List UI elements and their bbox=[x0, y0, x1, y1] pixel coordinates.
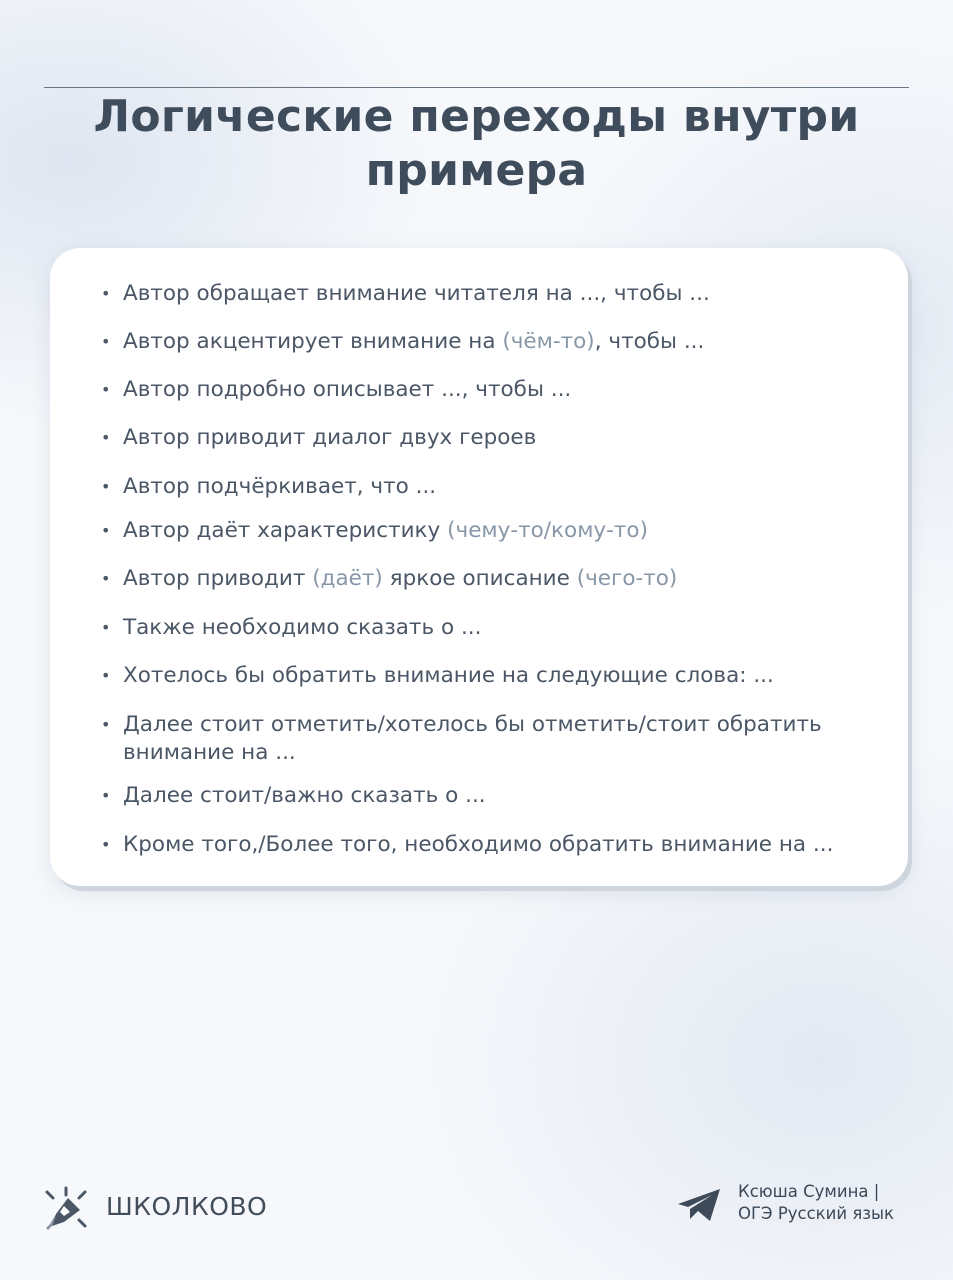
list-item bbox=[101, 376, 893, 404]
bullet-icon: • bbox=[101, 569, 111, 588]
hint-text: (даёт) bbox=[312, 566, 383, 591]
phrase-text: Автор подчёркивает, что ... bbox=[123, 474, 437, 499]
bullet-icon: • bbox=[101, 835, 111, 854]
brand-name: ШКОЛКОВО bbox=[106, 1192, 268, 1221]
phrases-card bbox=[50, 248, 908, 886]
phrase-text: Автор даёт характеристику bbox=[123, 518, 448, 543]
phrase-text: Также необходимо сказать о ... bbox=[123, 615, 482, 640]
telegram-icon bbox=[676, 1187, 722, 1223]
top-divider bbox=[44, 87, 909, 88]
list-item bbox=[101, 565, 893, 593]
phrase-text: Автор обращает внимание читателя на ..., чтобы ... bbox=[123, 281, 710, 306]
bullet-icon: • bbox=[101, 477, 111, 496]
list-item bbox=[101, 614, 893, 642]
page-title: Логические переходы внутри примера bbox=[93, 91, 860, 196]
course-name: ОГЭ Русский язык bbox=[738, 1204, 895, 1223]
phrase-text: Автор подробно описывает ..., чтобы ... bbox=[123, 377, 572, 402]
list-item bbox=[101, 424, 893, 452]
author-block bbox=[738, 1181, 938, 1225]
phrase-text: Хотелось бы обратить внимание на следующие слова: ... bbox=[123, 663, 774, 688]
list-item bbox=[101, 782, 893, 810]
bullet-icon: • bbox=[101, 786, 111, 805]
phrase-text: Автор приводит bbox=[123, 566, 313, 591]
phrase-text: Далее стоит отметить/хотелось бы отметить/стоит обратить внимание на ... bbox=[123, 712, 822, 765]
hint-text: (чего-то) bbox=[576, 566, 678, 591]
list-item bbox=[101, 517, 893, 545]
phrase-text: Автор приводит диалог двух героев bbox=[123, 425, 537, 450]
phrase-text: Кроме того,/Более того, необходимо обратить внимание на ... bbox=[123, 832, 834, 857]
bullet-icon: • bbox=[101, 284, 111, 303]
phrase-text: , чтобы ... bbox=[594, 329, 705, 354]
list-item bbox=[101, 328, 893, 356]
bullet-icon: • bbox=[101, 428, 111, 447]
list-item bbox=[101, 280, 893, 308]
hint-text: (чему-то/кому-то) bbox=[447, 518, 648, 543]
list-item bbox=[101, 473, 893, 501]
bullet-icon: • bbox=[101, 380, 111, 399]
bullet-icon: • bbox=[101, 715, 111, 734]
phrase-text: Автор акцентирует внимание на bbox=[123, 329, 503, 354]
bullet-icon: • bbox=[101, 332, 111, 351]
list-item bbox=[101, 711, 893, 767]
phrase-text: яркое описание bbox=[382, 566, 577, 591]
bullet-icon: • bbox=[101, 521, 111, 540]
hint-text: (чём-то) bbox=[502, 329, 595, 354]
list-item bbox=[101, 831, 893, 859]
bullet-icon: • bbox=[101, 618, 111, 637]
list-item bbox=[101, 662, 893, 690]
phrase-text: Далее стоит/важно сказать о ... bbox=[123, 783, 486, 808]
bullet-icon: • bbox=[101, 666, 111, 685]
author-name: Ксюша Сумина | bbox=[738, 1182, 880, 1201]
sparkle-pen-icon bbox=[42, 1186, 90, 1232]
